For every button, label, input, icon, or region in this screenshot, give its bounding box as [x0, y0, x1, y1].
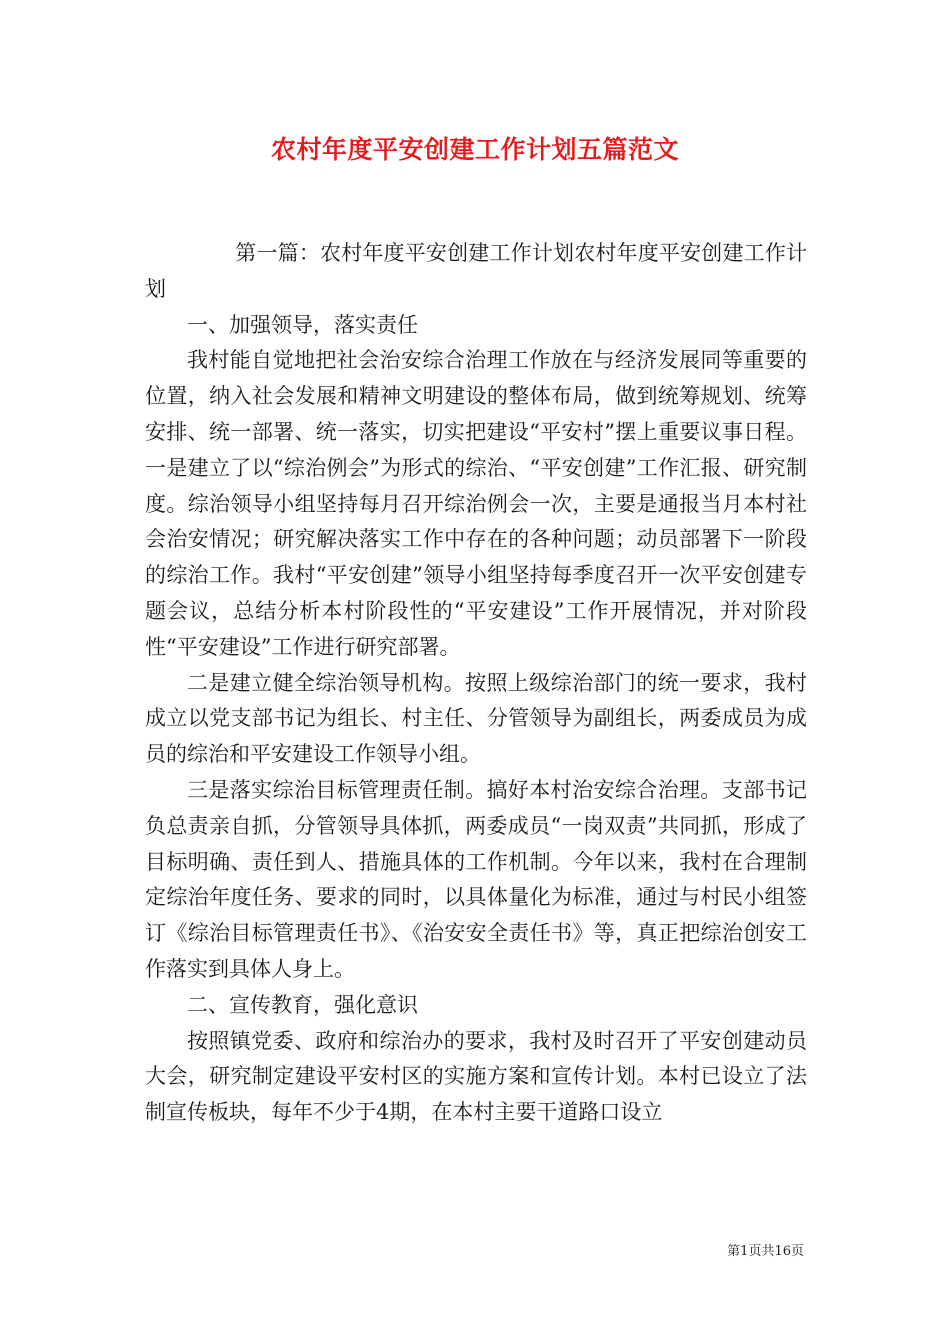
page-number: 第1页共16页 [727, 1244, 804, 1259]
document-title: 农村年度平安创建工作计划五篇范文 [270, 135, 679, 164]
section-heading-1: 一、加强领导，落实责任 [187, 312, 418, 337]
document-body [145, 236, 807, 1131]
section-heading-2: 二、宣传教育，强化意识 [187, 992, 418, 1017]
paragraph-1: 第一篇：农村年度平安创建工作计划农村年度平安创建工作计划 [145, 241, 807, 301]
paragraph-3: 二是建立健全综治领导机构。按照上级综治部门的统一要求，我村成立以党支部书记为组长、村主任、分管领导为副组长，两委成员为成员的综治和平安建设工作领导小组。 [145, 670, 807, 767]
paragraph-2: 我村能自觉地把社会治安综合治理工作放在与经济发展同等重要的位置，纳入社会发展和精神文明建设的整体布局，做到统筹规划、统筹安排、统一部署、统一落实，切实把建设“平安村”摆上重要议事日程。一是建立了以“综治例会”为形式的综治、“平安创建”工作汇报、研究制度。综治领导小组坚持每月召开综治例会一次，主要是通报当月本村社会治安情况；研究解决落实工作中存在的各种问题；动员部署下一阶段的综治工作。我村“平安创建”领导小组坚持每季度召开一次平安创建专题会议，总结分析本村阶段性的“平安建设”工作开展情况，并对阶段性“平安建设”工作进行研究部署。 [145, 348, 807, 659]
paragraph-4: 三是落实综治目标管理责任制。搞好本村治安综合治理。支部书记负总责亲自抓，分管领导具体抓，两委成员“一岗双责”共同抓，形成了目标明确、责任到人、措施具体的工作机制。今年以来，我村在合理制定综治年度任务、要求的同时，以具体量化为标准，通过与村民小组签订《综治目标管理责任书》、《治安安全责任书》等，真正把综治创安工作落实到具体人身上。 [145, 777, 807, 981]
paragraph-5: 按照镇党委、政府和综治办的要求，我村及时召开了平安创建动员大会，研究制定建设平安村区的实施方案和宣传计划。本村已设立了法制宣传板块，每年不少于4期，在本村主要干道路口设立 [145, 1028, 807, 1125]
